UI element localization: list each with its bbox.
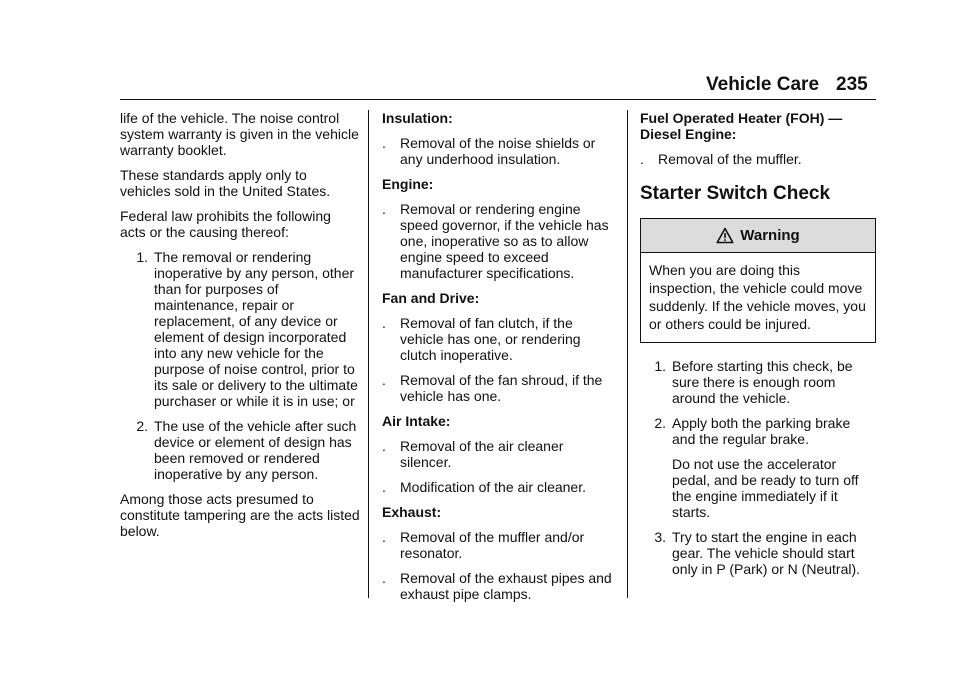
bullet-item — [382, 570, 616, 602]
subheading-fan-drive: Fan and Drive: — [382, 290, 480, 306]
bullet-marker: . — [382, 438, 386, 454]
bullet-item — [382, 438, 616, 470]
column-1 — [120, 110, 360, 548]
subheading-air-intake: Air Intake: — [382, 413, 451, 429]
bullet-text: Removal of the muffler. — [658, 151, 802, 167]
warning-label: Warning — [740, 226, 800, 244]
bullet-marker: . — [382, 135, 386, 151]
bullet-text: Removal of the air cleaner silencer. — [400, 438, 564, 470]
list-text: Before starting this check, be sure there is enough room around the vehicle. — [672, 358, 853, 406]
list-number: 2. — [654, 415, 666, 431]
bullet-marker: . — [640, 151, 644, 167]
list-text: Apply both the parking brake and the regular brake. — [672, 415, 851, 447]
header-title: Vehicle Care — [706, 74, 820, 95]
warning-triangle-icon — [716, 227, 734, 244]
column-divider-2 — [627, 110, 628, 598]
bullet-item — [382, 315, 616, 363]
bullet-item — [640, 151, 876, 167]
bullet-marker: . — [382, 201, 386, 217]
list-text: The removal or rendering inoperative by any person, other than for purposes of maintenance, repair or replacement, of any device or element of design incorporated into any new vehicle for the purpose of noise control, prior to its sale or delivery to the ultimate purchaser or while it is in use; or — [154, 249, 358, 409]
list-item — [640, 529, 876, 577]
list-number: 3. — [654, 529, 666, 545]
list-text: The use of the vehicle after such device or element of design has been removed or rendered inoperative by any person. — [154, 418, 357, 482]
bullet-text: Removal of the fan shroud, if the vehicle has one. — [400, 372, 603, 404]
subheading-engine: Engine: — [382, 176, 434, 192]
bullet-item — [382, 372, 616, 404]
column-divider-1 — [368, 110, 369, 598]
bullet-text: Removal of fan clutch, if the vehicle has one, or rendering clutch inoperative. — [400, 315, 581, 363]
paragraph-standards: These standards apply only to vehicles sold in the United States. — [120, 167, 331, 199]
bullet-item — [382, 529, 616, 561]
bullet-item — [382, 135, 616, 167]
list-item — [120, 249, 360, 409]
bullet-item — [382, 201, 616, 281]
list-item — [120, 418, 360, 482]
bullet-marker: . — [382, 570, 386, 586]
bullet-marker: . — [382, 479, 386, 495]
header-rule — [120, 99, 876, 100]
paragraph-tampering: Among those acts presumed to constitute tampering are the acts listed below. — [120, 491, 360, 539]
list-number: 1. — [136, 249, 148, 265]
page-number: 235 — [836, 74, 868, 95]
paragraph-warranty: life of the vehicle. The noise control system warranty is given in the vehicle warranty booklet. — [120, 110, 359, 158]
list-item — [640, 358, 876, 406]
bullet-text: Removal or rendering engine speed governor, if the vehicle has one, inoperative so as to allow engine speed to exceed manufacturer specifications. — [400, 201, 609, 281]
subheading-exhaust: Exhaust: — [382, 504, 442, 520]
section-title: Starter Switch Check — [640, 183, 831, 204]
list-text: Try to start the engine in each gear. The vehicle should start only in P (Park) or N (Neutral). — [672, 529, 861, 577]
bullet-marker: . — [382, 529, 386, 545]
bullet-item — [382, 479, 616, 495]
step-note: Do not use the accelerator pedal, and be ready to turn off the engine immediately if it starts. — [672, 456, 859, 520]
bullet-marker: . — [382, 372, 386, 388]
warning-header — [641, 219, 875, 253]
bullet-text: Removal of the noise shields or any underhood insulation. — [400, 135, 596, 167]
column-3 — [640, 110, 876, 586]
list-number: 1. — [654, 358, 666, 374]
warning-text: When you are doing this inspection, the vehicle could move suddenly. If the vehicle moves, you or others could be injured. — [649, 262, 866, 332]
column-2 — [382, 110, 616, 611]
list-number: 2. — [136, 418, 148, 434]
bullet-text: Removal of the muffler and/or resonator. — [400, 529, 585, 561]
warning-box — [640, 218, 876, 343]
list-item — [640, 415, 876, 447]
bullet-text: Modification of the air cleaner. — [400, 479, 586, 495]
subheading-insulation: Insulation: — [382, 110, 453, 126]
bullet-marker: . — [382, 315, 386, 331]
subheading-foh: Fuel Operated Heater (FOH) — Diesel Engine: — [640, 110, 843, 142]
bullet-text: Removal of the exhaust pipes and exhaust pipe clamps. — [400, 570, 612, 602]
paragraph-federal-law: Federal law prohibits the following acts or the causing thereof: — [120, 208, 331, 240]
